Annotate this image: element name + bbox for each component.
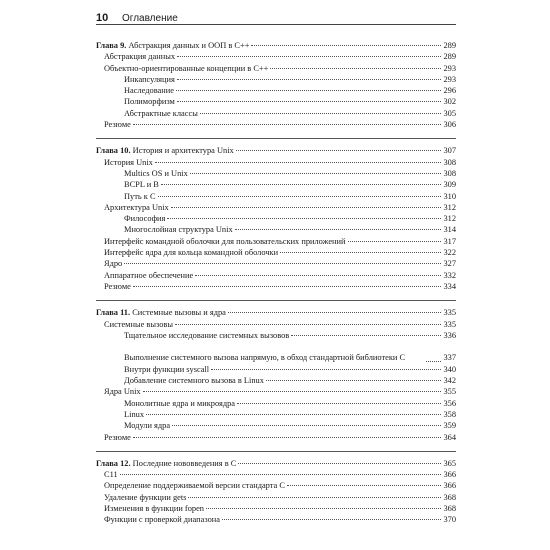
dot-leader bbox=[176, 90, 441, 91]
dot-leader bbox=[222, 519, 441, 520]
entry-title: Тщательное исследование системных вызовов bbox=[124, 330, 290, 340]
dot-leader bbox=[177, 79, 442, 80]
running-title: Оглавление bbox=[122, 12, 178, 24]
entry-page-number: 322 bbox=[443, 248, 456, 258]
entry-page-number: 332 bbox=[443, 270, 456, 280]
toc-entry[interactable] bbox=[96, 469, 456, 480]
entry-page-number: 335 bbox=[443, 319, 456, 329]
entry-page-number: 368 bbox=[443, 503, 456, 513]
entry-page-number: 370 bbox=[443, 515, 456, 525]
toc-entry[interactable] bbox=[96, 96, 456, 107]
chapter-label: Глава 12. bbox=[96, 458, 131, 468]
toc-entry[interactable] bbox=[96, 432, 456, 443]
entry-title: Интерфейс командной оболочки для пользовательских приложений bbox=[104, 236, 346, 246]
entry-title: Linux bbox=[124, 409, 145, 419]
entry-title: Функции с проверкой диапазона bbox=[104, 515, 220, 525]
toc-entry[interactable] bbox=[96, 514, 456, 525]
entry-page-number: 337 bbox=[443, 353, 456, 363]
entry-page-number: 296 bbox=[443, 86, 456, 96]
toc-entry[interactable] bbox=[96, 179, 456, 190]
entry-page-number: 368 bbox=[443, 492, 456, 502]
entry-title: Выполнение системного вызова напрямую, в обход стандартной библиотеки C bbox=[124, 353, 406, 363]
entry-page-number: 356 bbox=[443, 398, 456, 408]
toc-entry[interactable] bbox=[96, 63, 456, 74]
toc-entry[interactable] bbox=[96, 319, 456, 330]
toc-entry[interactable] bbox=[96, 168, 456, 179]
entry-title: Абстрактные классы bbox=[124, 108, 198, 118]
entry-page-number: 317 bbox=[443, 236, 456, 246]
dot-leader bbox=[228, 312, 442, 313]
dot-leader bbox=[167, 218, 441, 219]
entry-title: BCPL и B bbox=[124, 180, 159, 190]
toc-entry[interactable] bbox=[96, 258, 456, 269]
entry-title: Добавление системного вызова в Linux bbox=[124, 376, 264, 386]
entry-title: Монолитные ядра и микроядра bbox=[124, 398, 235, 408]
toc-chapter bbox=[96, 300, 456, 443]
toc-entry[interactable] bbox=[96, 409, 456, 420]
entry-title: Внутри функции syscall bbox=[124, 364, 210, 374]
toc-entry[interactable] bbox=[96, 270, 456, 281]
dot-leader bbox=[175, 324, 441, 325]
chapter-page-number: 289 bbox=[443, 41, 456, 50]
entry-title: Удаление функции gets bbox=[104, 492, 187, 502]
toc-entry[interactable] bbox=[96, 74, 456, 85]
dot-leader bbox=[190, 173, 442, 174]
toc-entry[interactable] bbox=[96, 364, 456, 375]
entry-page-number: 334 bbox=[443, 281, 456, 291]
toc-chapter-heading[interactable] bbox=[96, 307, 456, 318]
entry-title: Определение поддерживаемой версии стандарта C bbox=[104, 481, 285, 491]
entry-page-number: 314 bbox=[443, 225, 456, 235]
toc-entry[interactable] bbox=[96, 85, 456, 96]
toc-entry[interactable] bbox=[96, 492, 456, 503]
toc-entry[interactable] bbox=[96, 202, 456, 213]
dot-leader bbox=[155, 162, 442, 163]
entry-page-number: 359 bbox=[443, 421, 456, 431]
entry-title: Наследование bbox=[124, 86, 174, 96]
toc-entry[interactable] bbox=[96, 281, 456, 292]
dot-leader bbox=[236, 150, 442, 151]
dot-leader bbox=[235, 229, 442, 230]
dot-leader bbox=[238, 463, 441, 464]
entry-page-number: 364 bbox=[443, 432, 456, 442]
entry-page-number: 302 bbox=[443, 97, 456, 107]
entry-title: Многослойная структура Unix bbox=[124, 225, 233, 235]
dot-leader bbox=[124, 263, 441, 264]
entry-title: Системные вызовы bbox=[104, 319, 173, 329]
dot-leader bbox=[348, 241, 442, 242]
dot-leader bbox=[280, 252, 441, 253]
toc-chapter bbox=[96, 40, 456, 130]
entry-page-number: 355 bbox=[443, 387, 456, 397]
dot-leader bbox=[171, 207, 442, 208]
toc-entry[interactable] bbox=[96, 375, 456, 386]
entry-title: Резюме bbox=[104, 281, 131, 291]
chapter-label: Глава 10. bbox=[96, 146, 131, 156]
chapter-label: Глава 9. bbox=[96, 41, 127, 50]
dot-leader bbox=[177, 56, 441, 57]
dot-leader bbox=[237, 403, 441, 404]
toc-entry[interactable] bbox=[96, 213, 456, 224]
toc-entry[interactable] bbox=[96, 119, 456, 130]
dot-leader bbox=[206, 508, 441, 509]
entry-title: Интерфейс ядра для кольца командной оболочки bbox=[104, 248, 279, 258]
entry-title: Ядра Unix bbox=[104, 387, 141, 397]
chapter-page-number: 307 bbox=[443, 146, 456, 156]
entry-title: Инкапсуляция bbox=[124, 74, 175, 84]
entry-page-number: 289 bbox=[443, 52, 456, 62]
entry-title: Изменения в функции fopen bbox=[104, 503, 204, 513]
toc-chapter-heading[interactable] bbox=[96, 40, 456, 51]
entry-page-number: 312 bbox=[443, 202, 456, 212]
chapter-title: Абстракция данных и ООП в C++ bbox=[128, 41, 250, 50]
entry-title: Полиморфизм bbox=[124, 97, 175, 107]
dot-leader bbox=[133, 286, 442, 287]
dot-leader bbox=[426, 361, 441, 362]
toc-entry[interactable] bbox=[96, 236, 456, 247]
toc-chapter-heading[interactable] bbox=[96, 145, 456, 156]
chapter-label: Глава 11. bbox=[96, 308, 131, 318]
toc-entry[interactable] bbox=[96, 386, 456, 397]
toc-entry[interactable] bbox=[96, 247, 456, 258]
dot-leader bbox=[188, 497, 441, 498]
entry-page-number: 336 bbox=[443, 330, 456, 340]
entry-title: Аппаратное обеспечение bbox=[104, 270, 194, 280]
entry-page-number: 293 bbox=[443, 74, 456, 84]
toc-entry[interactable] bbox=[96, 480, 456, 491]
toc-entry[interactable] bbox=[96, 108, 456, 119]
dot-leader bbox=[120, 474, 442, 475]
entry-title: Архитектура Unix bbox=[104, 202, 169, 212]
dot-leader bbox=[161, 184, 442, 185]
entry-page-number: 340 bbox=[443, 364, 456, 374]
toc-chapter bbox=[96, 138, 456, 292]
dot-leader bbox=[158, 196, 442, 197]
chapter-page-number: 335 bbox=[443, 308, 456, 318]
toc-entry[interactable] bbox=[96, 330, 456, 341]
entry-page-number: 327 bbox=[443, 259, 456, 269]
chapter-divider bbox=[96, 300, 456, 301]
entry-title: Объектно-ориентированные концепции в C++ bbox=[104, 63, 269, 73]
entry-page-number: 293 bbox=[443, 63, 456, 73]
chapter-title: История и архитектура Unix bbox=[132, 146, 234, 156]
dot-leader bbox=[270, 68, 441, 69]
entry-page-number: 308 bbox=[443, 157, 456, 167]
dot-leader bbox=[133, 124, 442, 125]
entry-title: Резюме bbox=[104, 432, 131, 442]
toc-chapter bbox=[96, 451, 456, 526]
toc-chapter-heading[interactable] bbox=[96, 458, 456, 469]
toc-entry[interactable] bbox=[96, 398, 456, 409]
entry-page-number: 308 bbox=[443, 168, 456, 178]
dot-leader bbox=[200, 113, 442, 114]
chapter-divider bbox=[96, 451, 456, 452]
entry-page-number: 366 bbox=[443, 481, 456, 491]
running-header bbox=[96, 8, 456, 28]
entry-page-number: 306 bbox=[443, 120, 456, 130]
toc-entry[interactable] bbox=[96, 51, 456, 62]
dot-leader bbox=[195, 275, 441, 276]
entry-title: Ядро bbox=[104, 259, 123, 269]
chapter-divider bbox=[96, 138, 456, 139]
entry-page-number: 358 bbox=[443, 409, 456, 419]
entry-page-number: 312 bbox=[443, 214, 456, 224]
entry-page-number: 342 bbox=[443, 376, 456, 386]
toc-entry[interactable] bbox=[96, 341, 456, 364]
toc-entry[interactable] bbox=[96, 224, 456, 235]
dot-leader bbox=[177, 101, 442, 102]
entry-page-number: 309 bbox=[443, 180, 456, 190]
toc-entry[interactable] bbox=[96, 157, 456, 168]
dot-leader bbox=[172, 425, 441, 426]
entry-title: Резюме bbox=[104, 120, 131, 130]
dot-leader bbox=[143, 391, 442, 392]
entry-title: Философия bbox=[124, 214, 166, 224]
toc-entry[interactable] bbox=[96, 503, 456, 514]
entry-title: Модули ядра bbox=[124, 421, 171, 431]
dot-leader bbox=[291, 335, 441, 336]
header-divider bbox=[96, 24, 456, 25]
entry-page-number: 305 bbox=[443, 108, 456, 118]
dot-leader bbox=[133, 437, 442, 438]
entry-title: C11 bbox=[104, 470, 118, 480]
toc-entry[interactable] bbox=[96, 191, 456, 202]
dot-leader bbox=[287, 485, 442, 486]
page-number: 10 bbox=[96, 12, 109, 24]
entry-title: Multics OS и Unix bbox=[124, 168, 188, 178]
dot-leader bbox=[146, 414, 441, 415]
dot-leader bbox=[251, 45, 441, 46]
entry-page-number: 366 bbox=[443, 470, 456, 480]
dot-leader bbox=[266, 380, 442, 381]
entry-title: Абстракция данных bbox=[104, 52, 176, 62]
table-of-contents bbox=[96, 40, 456, 526]
entry-title: Путь к C bbox=[124, 191, 156, 201]
entry-title: История Unix bbox=[104, 157, 153, 167]
dot-leader bbox=[211, 369, 441, 370]
chapter-title: Последние нововведения в C bbox=[132, 458, 237, 468]
chapter-title: Системные вызовы и ядра bbox=[132, 308, 226, 318]
chapter-page-number: 365 bbox=[443, 458, 456, 468]
entry-page-number: 310 bbox=[443, 191, 456, 201]
toc-entry[interactable] bbox=[96, 420, 456, 431]
